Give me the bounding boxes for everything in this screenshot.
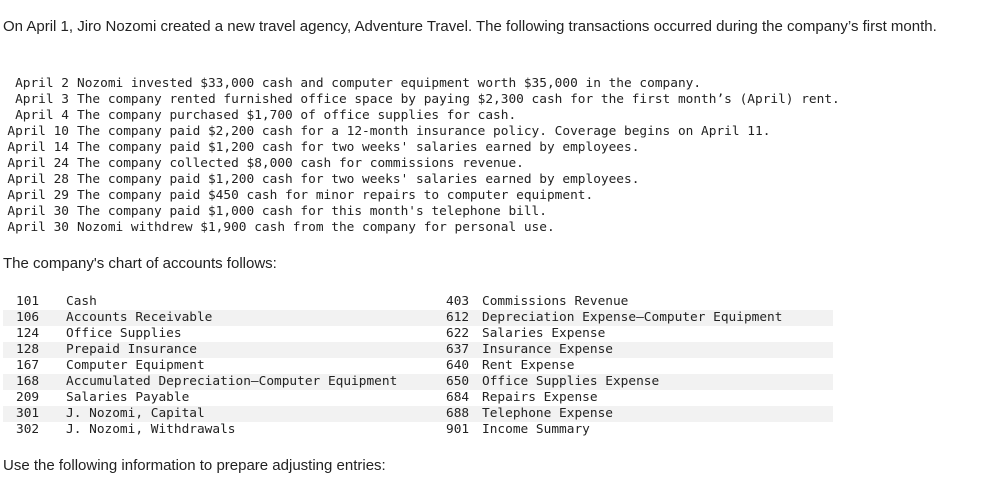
account-number: 684 xyxy=(446,390,470,405)
account-name: J. Nozomi, Withdrawals xyxy=(66,422,236,437)
account-name: Office Supplies xyxy=(66,326,182,341)
account-number: 168 xyxy=(16,374,40,389)
transaction-date: April 30 xyxy=(7,204,69,219)
account-number: 637 xyxy=(446,342,470,357)
account-name: Commissions Revenue xyxy=(482,294,629,309)
account-number: 124 xyxy=(16,326,40,341)
transaction-text: The company purchased $1,700 of office supplies for cash. xyxy=(77,108,517,123)
transaction-text: The company rented furnished office space by paying $2,300 cash for the first month’s (April) rent. xyxy=(77,92,840,107)
adjusting-entries-intro: Use the following information to prepare adjusting entries: xyxy=(3,457,386,474)
transaction-row xyxy=(3,92,993,108)
transaction-row xyxy=(3,220,993,236)
account-name: Computer Equipment xyxy=(66,358,205,373)
table-row xyxy=(3,342,833,358)
account-number: 640 xyxy=(446,358,470,373)
account-number: 106 xyxy=(16,310,40,325)
transaction-date: April 28 xyxy=(7,172,69,187)
transaction-row xyxy=(3,204,993,220)
transaction-text: The company paid $1,200 cash for two weeks' salaries earned by employees. xyxy=(77,140,640,155)
table-row xyxy=(3,326,833,342)
transaction-text: Nozomi withdrew $1,900 cash from the company for personal use. xyxy=(77,220,555,235)
account-number: 128 xyxy=(16,342,40,357)
transaction-date: April 3 xyxy=(15,92,69,107)
transaction-date: April 2 xyxy=(15,76,69,91)
transaction-text: Nozomi invested $33,000 cash and computer equipment worth $35,000 in the company. xyxy=(77,76,702,91)
transaction-text: The company paid $1,000 cash for this month's telephone bill. xyxy=(77,204,547,219)
transaction-row xyxy=(3,156,993,172)
transaction-date: April 14 xyxy=(7,140,69,155)
table-row xyxy=(3,390,833,406)
account-name: Rent Expense xyxy=(482,358,575,373)
transaction-row xyxy=(3,124,993,140)
account-name: Insurance Expense xyxy=(482,342,613,357)
transaction-date: April 30 xyxy=(7,220,69,235)
account-number: 167 xyxy=(16,358,40,373)
transaction-date: April 10 xyxy=(7,124,69,139)
transaction-text: The company paid $450 cash for minor repairs to computer equipment. xyxy=(77,188,594,203)
account-number: 901 xyxy=(446,422,470,437)
account-name: Repairs Expense xyxy=(482,390,598,405)
account-number: 688 xyxy=(446,406,470,421)
account-name: Cash xyxy=(66,294,97,309)
transaction-list xyxy=(3,76,993,236)
account-name: Accumulated Depreciation—Computer Equipment xyxy=(66,374,398,389)
table-row xyxy=(3,358,833,374)
transaction-row xyxy=(3,188,993,204)
account-name: Depreciation Expense—Computer Equipment xyxy=(482,310,783,325)
transaction-row xyxy=(3,108,993,124)
table-row xyxy=(3,422,833,438)
transaction-date: April 4 xyxy=(15,108,69,123)
transaction-text: The company collected $8,000 cash for commissions revenue. xyxy=(77,156,524,171)
chart-of-accounts-table xyxy=(3,294,833,438)
account-name: Income Summary xyxy=(482,422,590,437)
table-row xyxy=(3,406,833,422)
account-name: Accounts Receivable xyxy=(66,310,213,325)
account-number: 622 xyxy=(446,326,470,341)
table-row xyxy=(3,310,833,326)
table-row xyxy=(3,374,833,390)
account-number: 101 xyxy=(16,294,40,309)
account-name: J. Nozomi, Capital xyxy=(66,406,205,421)
account-name: Salaries Payable xyxy=(66,390,190,405)
chart-of-accounts-intro: The company's chart of accounts follows: xyxy=(3,255,277,272)
account-number: 301 xyxy=(16,406,40,421)
account-name: Salaries Expense xyxy=(482,326,606,341)
account-name: Office Supplies Expense xyxy=(482,374,660,389)
account-name: Telephone Expense xyxy=(482,406,613,421)
transaction-text: The company paid $2,200 cash for a 12-month insurance policy. Coverage begins on April 11. xyxy=(77,124,771,139)
table-row xyxy=(3,294,833,310)
transaction-date: April 29 xyxy=(7,188,69,203)
transaction-date: April 24 xyxy=(7,156,69,171)
account-number: 650 xyxy=(446,374,470,389)
transaction-row xyxy=(3,172,993,188)
intro-paragraph: On April 1, Jiro Nozomi created a new travel agency, Adventure Travel. The following transactions occurred during the company’s first month. xyxy=(3,18,937,35)
account-number: 209 xyxy=(16,390,40,405)
account-name: Prepaid Insurance xyxy=(66,342,197,357)
account-number: 612 xyxy=(446,310,470,325)
transaction-text: The company paid $1,200 cash for two weeks' salaries earned by employees. xyxy=(77,172,640,187)
transaction-row xyxy=(3,140,993,156)
transaction-row xyxy=(3,76,993,92)
account-number: 403 xyxy=(446,294,470,309)
account-number: 302 xyxy=(16,422,40,437)
